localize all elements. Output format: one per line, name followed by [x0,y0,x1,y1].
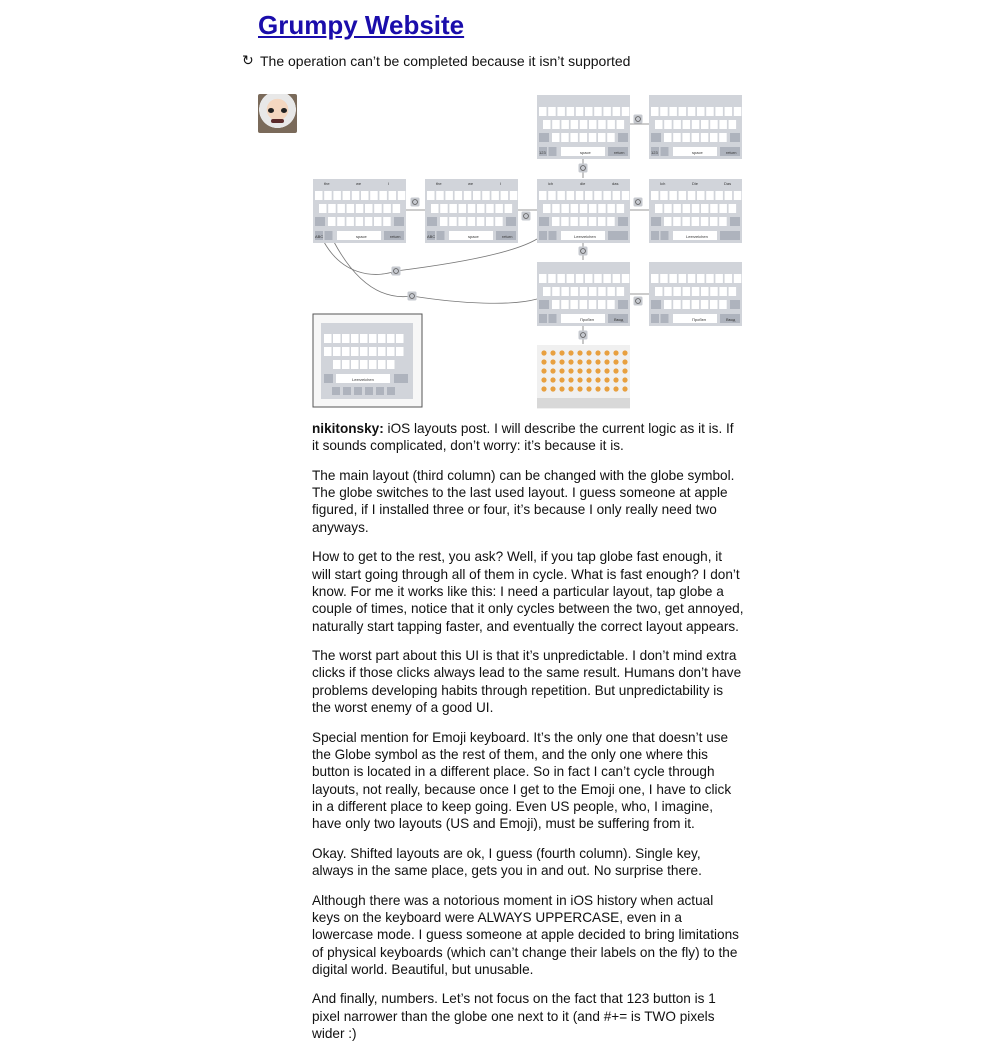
post-paragraph: Special mention for Emoji keyboard. It’s the only one that doesn’t use the Globe symbol as the rest of them, and the only one where this button is located in a different place. So in fact I can’t cycle through layouts, not really, because once I get to the Emoji one, I have to click in a different place to keep going. Even US people, who, I imagine, have only two layouts (US and Emoji), must be suffering from it. [312,729,732,832]
keyboard-suggestion-label: I [500,181,502,186]
site-title-link[interactable]: Grumpy Website [258,10,465,40]
post-paragraph: How to get to the rest, you ask? Well, if you tap globe fast enough, it will start going through all of them in cycle. What is fast enough? I don’t know. For me it works like this: I need a particular layout, tap globe a couple of times, notice that it only cycles between the two, get annoyed, naturally start tapping faster, and eventually the correct layout appears. [312,549,744,634]
post-intro [312,420,744,455]
post-paragraph: The worst part about this UI is that it’s unpredictable. I don’t mind extra clicks if those clicks always lead to the same result. Humans don’t have problems developing habits through repetition. But unpredictability is the worst enemy of a good UI. [312,648,742,716]
keyboard-layouts-diagram[interactable] [312,94,744,410]
return-key-label: return [502,234,513,239]
space-key-label: space [356,234,367,239]
keyboard-suggestion-label: ich [548,181,554,186]
keyboard-suggestion-label: Die [692,181,699,186]
return-key-label: return [614,150,625,155]
keyboard-suggestion-label: we [468,181,474,186]
abc-key-label: ABC [427,234,436,239]
abc-key-label: ABC [315,234,324,239]
keyboard-suggestion-label: I [388,181,390,186]
repost-notice [242,52,630,69]
avatar-eye-icon [281,108,287,113]
num-key-label: 123 [651,150,658,155]
keyboard-suggestion-label: die [580,181,586,186]
post-paragraph: Although there was a notorious moment in iOS history when actual keys on the keyboard were ALWAYS UPPERCASE, even in a lowercase mode. I guess someone at apple decided to bring limitations of physical keyboards (which can’t change their labels on the fly) to the digital world. Beautiful, but unusable. [312,892,739,977]
keyboard-diagram-svg [312,94,744,410]
keyboard-suggestion-label: das [612,181,619,186]
return-key-label: Ввод [614,317,624,322]
space-key-label: space [692,150,703,155]
num-key-label: 123 [539,150,546,155]
keyboard-suggestion-label: we [356,181,362,186]
repost-arrow-icon: ↻ [242,52,254,68]
space-key-label: Leerzeichen [686,234,708,239]
return-key-label: return [390,234,401,239]
keyboard-suggestion-label: the [324,181,330,186]
post-body [312,420,744,1055]
avatar-mouth-icon [271,119,284,123]
space-key-label: Leerzeichen [574,234,596,239]
space-key-label: space [468,234,479,239]
repost-message: The operation can’t be completed because it isn’t supported [260,52,631,69]
keyboard-suggestion-label: Ich [660,181,666,186]
keyboard-suggestion-label: Das [724,181,732,186]
space-key-label: Leerzeichen [352,377,374,382]
keyboard-suggestion-label: the [436,181,442,186]
space-key-label: Пробел [580,317,594,322]
post-author[interactable]: nikitonsky: [312,421,384,436]
return-key-label: Ввод [726,317,736,322]
post-paragraph: The main layout (third column) can be changed with the globe symbol. The globe switches to the last used layout. I guess someone at apple figured, if I installed three or four, it’s because I only really need two anyways. [312,467,735,535]
avatar[interactable] [258,94,297,133]
avatar-eye-icon [268,108,274,113]
return-key-label: return [726,150,737,155]
post-paragraph: And finally, numbers. Let’s not focus on the fact that 123 button is 1 pixel narrower than the globe one next to it (and #+= is TWO pixels wider :) [312,991,716,1041]
post-paragraph: Okay. Shifted layouts are ok, I guess (fourth column). Single key, always in the same place, gets you in and out. No surprise there. [312,845,702,879]
post-intro-text: iOS layouts post. I will describe the current logic as it is. If it sounds complicated, don’t worry: it’s because it is. [312,421,734,454]
space-key-label: Пробел [692,317,706,322]
space-key-label: space [580,150,591,155]
